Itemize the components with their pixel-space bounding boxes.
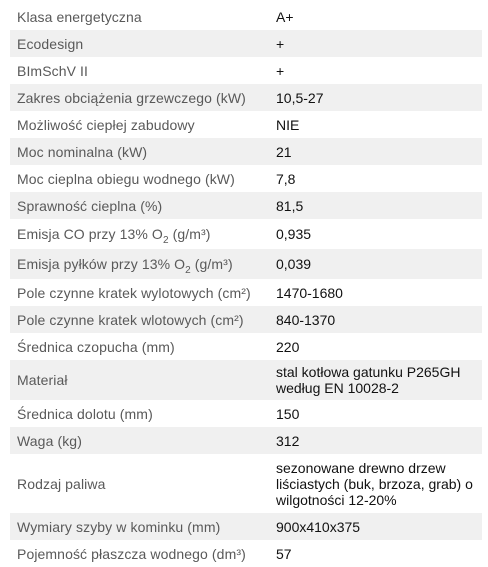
spec-label: Możliwość ciepłej zabudowy (17, 116, 195, 133)
spec-value: 312 (268, 427, 482, 454)
spec-label: Materiał (10, 360, 268, 400)
spec-label: Wymiary szyby w kominku (mm) (10, 513, 268, 540)
table-row (10, 513, 482, 540)
label-text: Emisja pyłków przy 13% O (17, 256, 186, 272)
table-row (10, 360, 482, 400)
subscript: 2 (185, 265, 191, 276)
spec-label: Sprawność cieplna (%) (10, 192, 268, 219)
table-row (10, 138, 482, 165)
spec-label: Klasa energetyczna (17, 8, 142, 25)
spec-value: 0,039 (268, 249, 482, 279)
spec-value: 21 (268, 138, 482, 165)
spec-value: NIE (276, 116, 300, 133)
spec-label: BImSchV II (17, 62, 89, 79)
spec-value: 57 (276, 545, 292, 562)
table-row (10, 454, 482, 513)
spec-value: A+ (276, 8, 294, 25)
table-row (10, 306, 482, 333)
spec-value: + (276, 62, 285, 79)
table-row (10, 192, 482, 219)
spec-label: Pojemność płaszcza wodnego (dm³) (17, 545, 246, 562)
spec-label (10, 219, 268, 249)
specifications-table (10, 3, 482, 567)
table-row (10, 249, 482, 279)
spec-label: Moc cieplna obiegu wodnego (kW) (17, 170, 235, 187)
spec-value: 7,8 (276, 170, 296, 187)
spec-label: Waga (kg) (10, 427, 268, 454)
table-row (10, 333, 482, 360)
table-row (10, 3, 482, 30)
spec-label: Średnica dolotu (mm) (17, 405, 153, 422)
spec-value: 220 (276, 338, 300, 355)
table-row (10, 400, 482, 427)
table-row (10, 279, 482, 306)
label-unit: (g/m³) (168, 226, 211, 242)
spec-value: 900x410x375 (268, 513, 482, 540)
table-row (10, 219, 482, 249)
table-row (10, 427, 482, 454)
spec-value: 10,5-27 (268, 84, 482, 111)
spec-label: Średnica czopucha (mm) (17, 338, 175, 355)
table-row (10, 57, 482, 84)
spec-label: Moc nominalna (kW) (10, 138, 268, 165)
spec-value: 840-1370 (268, 306, 482, 333)
spec-value: 81,5 (268, 192, 482, 219)
spec-value: 1470-1680 (276, 284, 343, 301)
spec-label (10, 249, 268, 279)
spec-value: stal kotłowa gatunku P265GH według EN 10028-2 (268, 360, 482, 400)
spec-value: + (268, 30, 482, 57)
spec-label: Pole czynne kratek wylotowych (cm²) (17, 284, 251, 301)
spec-label: Rodzaj paliwa (17, 475, 106, 492)
spec-value: sezonowane drewno drzew liściastych (buk, brzoza, grab) o wilgotności 12-20% (276, 459, 473, 508)
subscript: 2 (162, 235, 169, 246)
spec-value: 0,935 (276, 226, 312, 242)
table-row (10, 111, 482, 138)
spec-label: Zakres obciążenia grzewczego (kW) (10, 84, 268, 111)
spec-label: Pole czynne kratek wlotowych (cm²) (10, 306, 268, 333)
table-row (10, 165, 482, 192)
label-unit: (g/m³) (190, 256, 233, 272)
spec-label: Ecodesign (10, 30, 268, 57)
table-row (10, 84, 482, 111)
label-text: Emisja CO przy 13% O (17, 226, 163, 242)
spec-value: 150 (276, 405, 300, 422)
table-row (10, 30, 482, 57)
